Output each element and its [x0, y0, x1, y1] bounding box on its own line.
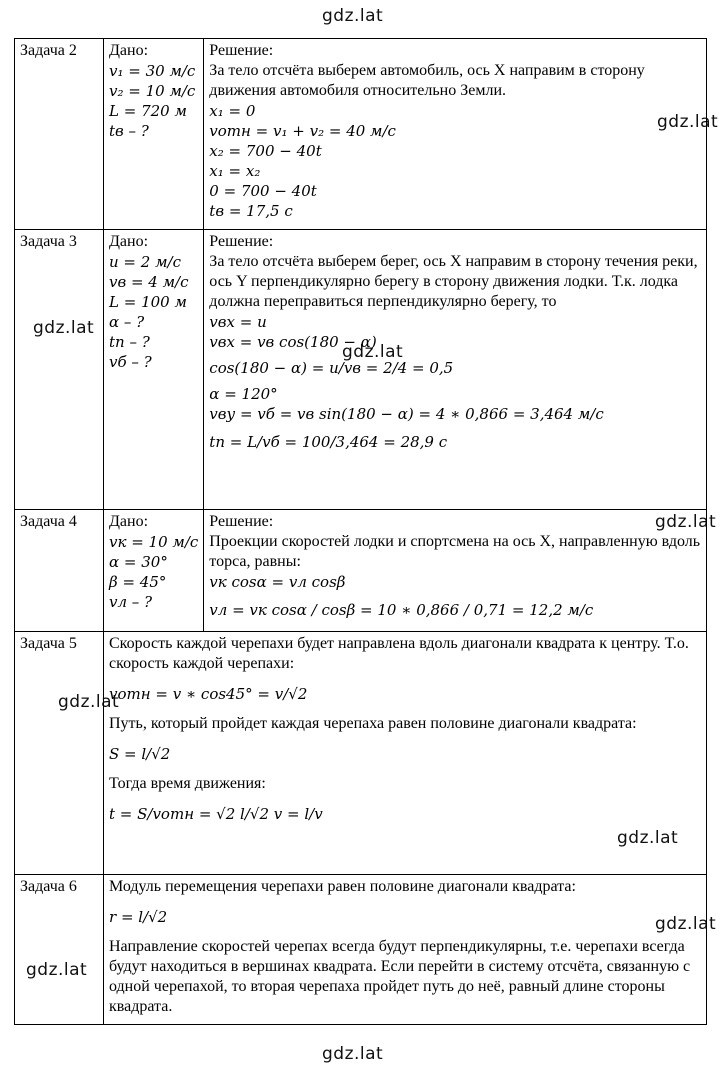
solution-text: Путь, который пройдет каждая черепаха равен половине диагонали квадрата:	[109, 715, 637, 732]
given-item: v₁ = 30 м/с	[109, 62, 196, 80]
solution-text: Тогда время движения:	[109, 775, 266, 792]
equation: vк cosα = vл cosβ	[209, 573, 346, 591]
equation: x₂ = 700 − 40t	[209, 142, 322, 160]
watermark: gdz.lat	[617, 828, 679, 848]
solution-text: Проекции скоростей лодки и спортсмена на ось X, направленную вдоль торса, равны:	[209, 533, 701, 570]
equation: S = l/√2	[109, 745, 171, 763]
given-item: L = 100 м	[109, 293, 187, 311]
solution-title: Решение:	[209, 513, 274, 530]
given-cell	[104, 230, 204, 510]
solution-cell	[204, 510, 707, 632]
given-item: vк = 10 м/с	[109, 533, 199, 551]
equation: vотн = v₁ + v₂ = 40 м/с	[209, 122, 396, 140]
watermark-top: gdz.lat	[322, 6, 384, 26]
solution-cell	[104, 875, 707, 1025]
watermark: gdz.lat	[657, 112, 719, 132]
equation: x₁ = 0	[209, 102, 256, 120]
given-item: vб – ?	[109, 353, 152, 371]
given-item: v₂ = 10 м/с	[109, 82, 196, 100]
equation: 0 = 700 − 40t	[209, 182, 317, 200]
task-row-5	[15, 632, 707, 875]
task-label: Задача 5	[15, 632, 104, 875]
equation: vотн = v ∗ cos45° = v/√2	[109, 685, 308, 703]
given-item: tв – ?	[109, 122, 149, 140]
equation: vву = vб = vв sin(180 − α) = 4 ∗ 0,866 = 3,464 м/с	[209, 405, 604, 423]
watermark: gdz.lat	[655, 914, 717, 934]
given-title: Дано:	[109, 513, 149, 530]
solution-text: Направление скоростей черепах всегда будут перпендикулярны, т.е. черепахи всегда будут находиться в вершинах квадрата. Если перейти в систему отсчёта, связанную с одной черепахой, то вторая черепаха пройдет путь до неё, равный длине стороны квадрата.	[109, 938, 691, 1015]
equation: tп = L/vб = 100/3,464 = 28,9 с	[209, 433, 448, 451]
task-label: Задача 6	[15, 875, 104, 1025]
given-cell	[104, 510, 204, 632]
given-item: β = 45°	[109, 573, 167, 591]
given-title: Дано:	[109, 233, 149, 250]
equation: vл = vк cosα / cosβ = 10 ∗ 0,866 / 0,71 = 12,2 м/с	[209, 601, 594, 619]
given-item: α = 30°	[109, 553, 168, 571]
task-row-6	[15, 875, 707, 1025]
given-item: u = 2 м/с	[109, 253, 181, 271]
solution-cell	[204, 39, 707, 230]
equation: vвх = vв cos(180 − α)	[209, 333, 377, 351]
watermark: gdz.lat	[58, 692, 120, 712]
watermark: gdz.lat	[26, 960, 88, 980]
given-item: vв = 4 м/с	[109, 273, 189, 291]
given-item: α – ?	[109, 313, 145, 331]
equation: r = l/√2	[109, 908, 168, 926]
solution-text: За тело отсчёта выберем автомобиль, ось X направим в сторону движения автомобиля относительно Земли.	[209, 62, 645, 99]
equation: vвх = u	[209, 313, 267, 331]
watermark: gdz.lat	[655, 512, 717, 532]
solutions-table	[14, 38, 707, 1025]
solution-title: Решение:	[209, 233, 274, 250]
given-item: vл – ?	[109, 593, 153, 611]
task-row-3	[15, 230, 707, 510]
solution-text: За тело отсчёта выберем берег, ось X направим в сторону течения реки, ось Y перпендикулярно берегу в сторону движения лодки. Т.к. лодка должна переправиться перпендикулярно берегу, то	[209, 253, 698, 310]
equation: t = S/vотн = √2 l/√2 v = l/v	[109, 805, 323, 823]
solution-text: Модуль перемещения черепахи равен половине диагонали квадрата:	[109, 878, 576, 895]
given-title: Дано:	[109, 42, 149, 59]
watermark-bottom: gdz.lat	[322, 1044, 384, 1064]
equation: tв = 17,5 с	[209, 202, 293, 220]
equation: α = 120°	[209, 385, 278, 403]
watermark: gdz.lat	[33, 318, 95, 338]
task-row-2	[15, 39, 707, 230]
task-label: Задача 2	[15, 39, 104, 230]
given-item: tп – ?	[109, 333, 150, 351]
equation: x₁ = x₂	[209, 162, 261, 180]
task-label: Задача 3	[15, 230, 104, 510]
solution-cell	[204, 230, 707, 510]
watermark: gdz.lat	[342, 342, 404, 362]
task-label: Задача 4	[15, 510, 104, 632]
solution-title: Решение:	[209, 42, 274, 59]
given-cell	[104, 39, 204, 230]
solution-text: Скорость каждой черепахи будет направлена вдоль диагонали квадрата к центру. Т.о. скорость каждой черепахи:	[109, 635, 689, 672]
given-item: L = 720 м	[109, 102, 187, 120]
solution-cell	[104, 632, 707, 875]
task-row-4	[15, 510, 707, 632]
equation: cos(180 − α) = u/vв = 2/4 = 0,5	[209, 359, 454, 377]
